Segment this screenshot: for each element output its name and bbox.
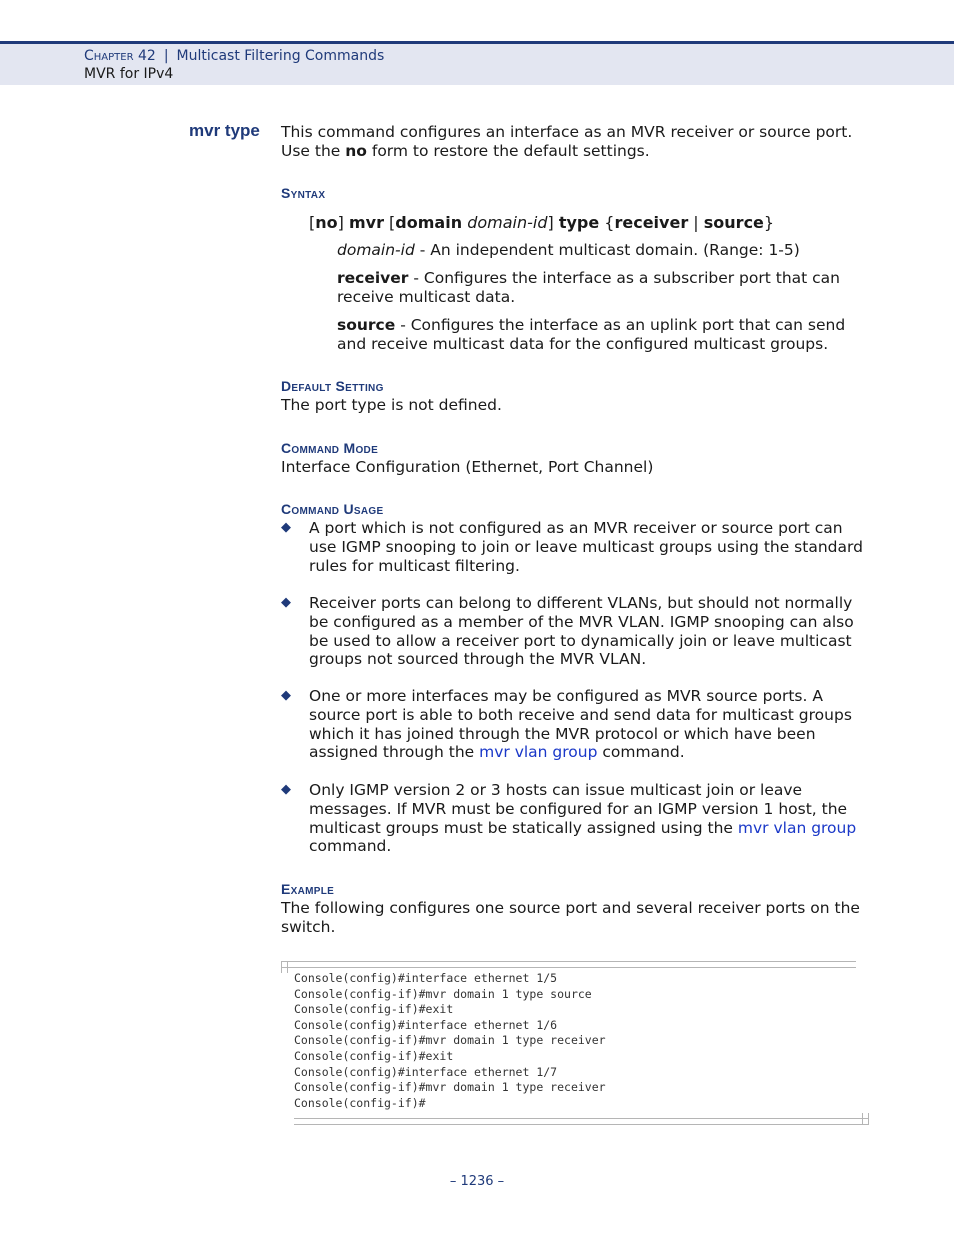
bullet-text: Receiver ports can belong to different VLANs, but should not normally be configured as a member of the MVR VLAN. IGMP snooping can also be used to allow a receiver port to dynamically join or leave multicast groups not sourced through the MVR VLAN. xyxy=(309,594,854,669)
code-example-box xyxy=(281,961,869,1125)
bullet-text xyxy=(309,781,871,856)
syntax-part: { xyxy=(599,213,615,232)
syntax-part: | xyxy=(688,213,704,232)
command-usage-heading: Command Usage xyxy=(281,501,384,517)
bullet-text-part: One or more interfaces may be configured as MVR source ports. A source port is able to both receive and send data for multicast groups which it has joined through the MVR protocol or which have been assigned through the xyxy=(309,687,852,762)
diamond-bullet-icon: ◆ xyxy=(281,520,291,535)
syntax-source: source xyxy=(703,213,764,232)
bullet-text: A port which is not configured as an MVR receiver or source port can use IGMP snooping to join or leave multicast groups using the standard rules for multicast filtering. xyxy=(309,519,863,575)
syntax-part: [ xyxy=(309,213,316,232)
code-box-corner xyxy=(862,1113,869,1125)
param-source xyxy=(337,316,867,353)
desc-text-2: form to restore the default settings. xyxy=(366,142,650,160)
header-separator: | xyxy=(163,48,169,64)
chapter-title: Multicast Filtering Commands xyxy=(176,48,385,64)
param-term: receiver xyxy=(337,269,409,287)
syntax-domain: domain xyxy=(395,213,463,232)
example-text: The following configures one source port and several receiver ports on the switch. xyxy=(281,899,860,936)
example-heading: Example xyxy=(281,881,335,897)
usage-bullet xyxy=(281,594,871,669)
syntax-part: ] xyxy=(337,213,349,232)
syntax-part: } xyxy=(763,213,775,232)
bullet-text xyxy=(309,687,871,762)
code-listing: Console(config)#interface ethernet 1/5 Console(config-if)#mvr domain 1 type source Console(config-if)#exit Console(config)#interface ethernet 1/6 Console(config-if)#mvr domain 1 type receiver Console(config-if)#exit Console(config)#interface ethernet 1/7 Console(config-if)#mvr domain 1 type receiver Console(config-if)# xyxy=(294,971,606,1110)
syntax-domain-id: domain-id xyxy=(467,213,548,232)
param-term: domain-id xyxy=(337,241,415,259)
param-term: source xyxy=(337,316,396,334)
diamond-bullet-icon: ◆ xyxy=(281,782,291,797)
syntax-no: no xyxy=(315,213,338,232)
bullet-text-part: Only IGMP version 2 or 3 hosts can issue multicast join or leave messages. If MVR must be configured for an IGMP version 1 host, the multicast groups must be statically assigned using the xyxy=(309,781,848,837)
diamond-bullet-icon: ◆ xyxy=(281,595,291,610)
command-description xyxy=(281,123,871,161)
usage-bullet xyxy=(281,519,871,575)
bullet-text-part: command. xyxy=(597,743,685,762)
chapter-label: Chapter 42 xyxy=(84,48,156,64)
syntax-type: type xyxy=(558,213,600,232)
usage-bullet xyxy=(281,781,871,856)
chapter-line xyxy=(84,48,384,64)
syntax-part: ] xyxy=(547,213,559,232)
usage-bullet xyxy=(281,687,871,762)
desc-no-keyword: no xyxy=(345,142,367,160)
syntax-line xyxy=(309,213,774,232)
page-header xyxy=(0,41,954,85)
param-text: - Configures the interface as a subscriber port that can receive multicast data. xyxy=(337,269,840,306)
page-number: – 1236 – xyxy=(449,1174,505,1189)
diamond-bullet-icon: ◆ xyxy=(281,688,291,703)
default-setting-heading: Default Setting xyxy=(281,378,384,394)
syntax-part: [ xyxy=(383,213,396,232)
code-box-top-border xyxy=(281,961,856,968)
command-mode-heading: Command Mode xyxy=(281,440,379,456)
mvr-vlan-group-link[interactable]: mvr vlan group xyxy=(737,818,857,837)
syntax-heading: Syntax xyxy=(281,185,326,201)
code-box-bottom-border xyxy=(294,1118,869,1125)
section-title: MVR for IPv4 xyxy=(84,66,174,82)
syntax-receiver: receiver xyxy=(614,213,689,232)
param-domain-id xyxy=(337,241,867,260)
param-receiver xyxy=(337,269,867,306)
code-box-corner xyxy=(281,961,288,973)
param-text: - Configures the interface as an uplink port that can send and receive multicast data for the configured multicast groups. xyxy=(337,316,846,353)
bullet-text-part: command. xyxy=(309,837,392,856)
mvr-vlan-group-link[interactable]: mvr vlan group xyxy=(479,743,598,762)
default-setting-text: The port type is not defined. xyxy=(281,396,502,414)
command-name: mvr type xyxy=(189,121,260,140)
syntax-mvr: mvr xyxy=(348,213,384,232)
command-mode-text: Interface Configuration (Ethernet, Port Channel) xyxy=(281,458,654,476)
param-text: - An independent multicast domain. (Range: 1-5) xyxy=(414,241,800,259)
desc-text-1: This command configures an interface as an MVR receiver or source port. Use the xyxy=(281,123,853,160)
